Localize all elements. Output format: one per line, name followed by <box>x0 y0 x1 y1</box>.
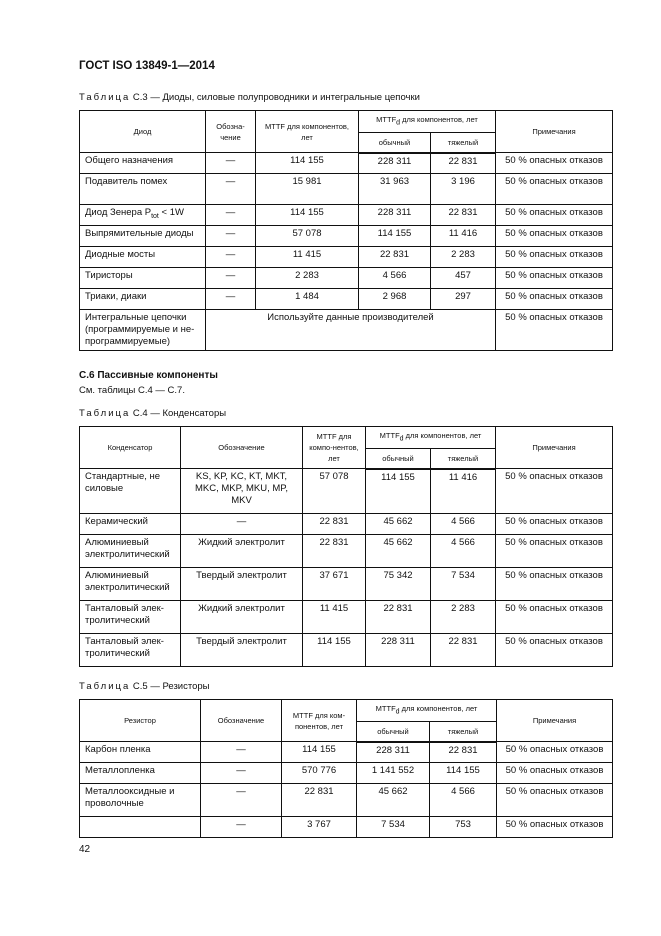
row-note: 50 % опасных отказов <box>496 310 613 351</box>
table-row <box>80 226 613 247</box>
caption-text: С.4 — Конденсаторы <box>132 408 227 419</box>
row-mttf: 2 283 <box>256 268 359 289</box>
row-name: Танталовый элек-тролитический <box>80 601 181 634</box>
header-mttf: MTTF для компонентов, лет <box>256 111 359 153</box>
row-designation: Твердый электролит <box>181 634 303 667</box>
row-designation: — <box>206 247 256 268</box>
row-mttfd-heavy: 11 416 <box>431 226 496 247</box>
row-name <box>80 817 201 838</box>
row-mttf: 1 484 <box>256 289 359 310</box>
table-row <box>80 784 613 817</box>
row-mttfd-heavy: 114 155 <box>430 763 497 784</box>
row-mttfd-heavy: 753 <box>430 817 497 838</box>
row-mttf: 22 831 <box>303 514 366 535</box>
row-mttfd-normal: 2 968 <box>359 289 431 310</box>
row-name: Металлопленка <box>80 763 201 784</box>
row-note: 50 % опасных отказов <box>496 247 613 268</box>
row-mttfd-heavy: 4 566 <box>431 514 496 535</box>
header-heavy: тяжелый <box>430 722 497 742</box>
table-row <box>80 205 613 226</box>
header-mttfd: $MTTF_d$ для компонентов, лет <box>357 700 497 722</box>
row-note: 50 % опасных отказов <box>496 174 613 205</box>
row-designation: Жидкий электролит <box>181 601 303 634</box>
caption-text: С.3 — Диоды, силовые полупроводники и интегральные цепочки <box>132 92 420 103</box>
row-name: Алюминиевый электролитический <box>80 568 181 601</box>
row-mttfd-heavy: 2 283 <box>431 601 496 634</box>
row-note: 50 % опасных отказов <box>496 268 613 289</box>
row-mttf: 22 831 <box>303 535 366 568</box>
table-c3-caption <box>79 92 420 103</box>
header-mttfd: $MTTF_d$ для компонентов, лет <box>359 111 496 133</box>
row-mttf: 37 671 <box>303 568 366 601</box>
row-name: Металлооксидные и проволочные <box>80 784 201 817</box>
row-mttfd-heavy: 3 196 <box>431 174 496 205</box>
row-name: Керамический <box>80 514 181 535</box>
header-name: Диод <box>80 111 206 153</box>
table-row <box>80 535 613 568</box>
row-mttfd-normal: 45 662 <box>357 784 430 817</box>
row-note: 50 % опасных отказов <box>496 535 613 568</box>
header-mttf: MTTF для ком-понентов, лет <box>282 700 357 742</box>
row-mttfd-heavy: 457 <box>431 268 496 289</box>
header-heavy: тяжелый <box>431 133 496 153</box>
row-mttfd-heavy: 7 534 <box>431 568 496 601</box>
row-mttfd-normal: 4 566 <box>359 268 431 289</box>
caption-label: Таблица <box>79 681 131 692</box>
row-mttfd-normal: 114 155 <box>359 226 431 247</box>
row-mttf: 22 831 <box>282 784 357 817</box>
header-mttf: MTTF для компо-нентов, лет <box>303 427 366 469</box>
row-designation: — <box>206 226 256 247</box>
header-designation: Обозна-чение <box>206 111 256 153</box>
row-note: 50 % опасных отказов <box>497 817 613 838</box>
row-mttfd-normal: 22 831 <box>359 247 431 268</box>
row-mttf: 57 078 <box>303 469 366 514</box>
row-designation: — <box>201 763 282 784</box>
row-name: Подавитель помех <box>80 174 206 205</box>
row-designation: — <box>201 817 282 838</box>
row-note: 50 % опасных отказов <box>496 568 613 601</box>
row-name: Общего назначения <box>80 153 206 174</box>
table-row <box>80 469 613 514</box>
row-note: 50 % опасных отказов <box>496 601 613 634</box>
row-name: Карбон пленка <box>80 742 201 763</box>
row-mttf: 114 155 <box>282 742 357 763</box>
row-note: 50 % опасных отказов <box>496 289 613 310</box>
table-row <box>80 268 613 289</box>
row-mttfd-normal: 75 342 <box>366 568 431 601</box>
row-designation: Жидкий электролит <box>181 535 303 568</box>
row-name: Тиристоры <box>80 268 206 289</box>
table-row <box>80 568 613 601</box>
caption-label: Таблица <box>79 92 131 103</box>
table-row <box>80 514 613 535</box>
row-merged-note: Используйте данные производителей <box>206 310 496 351</box>
header-name: Резистор <box>80 700 201 742</box>
row-note: 50 % опасных отказов <box>496 514 613 535</box>
row-mttfd-normal: 22 831 <box>366 601 431 634</box>
row-note: 50 % опасных отказов <box>496 226 613 247</box>
table-row <box>80 174 613 205</box>
row-mttf: 57 078 <box>256 226 359 247</box>
row-note: 50 % опасных отказов <box>497 763 613 784</box>
caption-text: С.5 — Резисторы <box>132 681 210 692</box>
row-name: Диод Зенера $P_{tot} < 1W$ <box>80 205 206 226</box>
row-mttfd-normal: 31 963 <box>359 174 431 205</box>
row-mttf: 570 776 <box>282 763 357 784</box>
table-row <box>80 742 613 763</box>
header-notes: Примечания <box>496 111 613 153</box>
table-row <box>80 153 613 174</box>
row-mttfd-normal: 114 155 <box>366 469 431 514</box>
row-mttfd-heavy: 22 831 <box>431 153 496 174</box>
row-mttf: 114 155 <box>256 205 359 226</box>
caption-label: Таблица <box>79 408 131 419</box>
row-designation: — <box>201 784 282 817</box>
row-mttfd-heavy: 22 831 <box>431 205 496 226</box>
row-note: 50 % опасных отказов <box>496 469 613 514</box>
row-mttfd-heavy: 4 566 <box>430 784 497 817</box>
table-c5-caption <box>79 681 210 692</box>
header-name: Конденсатор <box>80 427 181 469</box>
row-mttfd-heavy: 4 566 <box>431 535 496 568</box>
table-c4-caption <box>79 408 226 419</box>
row-mttfd-normal: 45 662 <box>366 514 431 535</box>
row-mttfd-normal: 7 534 <box>357 817 430 838</box>
row-name: Триаки, диаки <box>80 289 206 310</box>
document-header: ГОСТ ISO 13849-1—2014 <box>79 60 215 72</box>
row-name: Выпрямительные диоды <box>80 226 206 247</box>
section-title: С.6 Пассивные компоненты <box>79 370 218 381</box>
header-notes: Примечания <box>497 700 613 742</box>
table-c3 <box>79 110 613 351</box>
table-row <box>80 763 613 784</box>
row-note: 50 % опасных отказов <box>497 784 613 817</box>
row-mttf: 3 767 <box>282 817 357 838</box>
row-designation: — <box>206 205 256 226</box>
row-designation: — <box>206 289 256 310</box>
row-designation: — <box>206 268 256 289</box>
row-mttfd-heavy: 11 416 <box>431 469 496 514</box>
row-designation: — <box>206 153 256 174</box>
table-row <box>80 247 613 268</box>
row-note: 50 % опасных отказов <box>496 205 613 226</box>
row-designation: — <box>206 174 256 205</box>
row-designation: — <box>201 742 282 763</box>
table-row <box>80 289 613 310</box>
header-normal: обычный <box>359 133 431 153</box>
table-row <box>80 817 613 838</box>
row-mttf: 11 415 <box>256 247 359 268</box>
row-mttf: 114 155 <box>256 153 359 174</box>
section-text: См. таблицы С.4 — С.7. <box>79 385 185 396</box>
row-designation: Твердый электролит <box>181 568 303 601</box>
row-mttfd-heavy: 2 283 <box>431 247 496 268</box>
header-designation: Обозначение <box>201 700 282 742</box>
row-name: Стандартные, не силовые <box>80 469 181 514</box>
table-row <box>80 310 613 351</box>
header-normal: обычный <box>366 449 431 469</box>
header-designation: Обозначение <box>181 427 303 469</box>
table-row <box>80 601 613 634</box>
row-mttfd-heavy: 22 831 <box>431 634 496 667</box>
table-c4 <box>79 426 613 667</box>
row-mttf: 15 981 <box>256 174 359 205</box>
row-mttf: 11 415 <box>303 601 366 634</box>
row-designation: KS, KP, KC, KT, MKT, MKC, MKP, MKU, MP, MKV <box>181 469 303 514</box>
row-note: 50 % опасных отказов <box>496 634 613 667</box>
header-notes: Примечания <box>496 427 613 469</box>
row-designation: — <box>181 514 303 535</box>
row-mttfd-normal: 45 662 <box>366 535 431 568</box>
row-name: Танталовый элек-тролитический <box>80 634 181 667</box>
row-mttfd-normal: 228 311 <box>359 205 431 226</box>
row-note: 50 % опасных отказов <box>497 742 613 763</box>
header-mttfd: $MTTF_d$ для компонентов, лет <box>366 427 496 449</box>
row-mttf: 114 155 <box>303 634 366 667</box>
page-number: 42 <box>79 844 91 855</box>
row-mttfd-heavy: 297 <box>431 289 496 310</box>
header-heavy: тяжелый <box>431 449 496 469</box>
row-mttfd-normal: 228 311 <box>357 742 430 763</box>
row-name: Алюминиевый электролитический <box>80 535 181 568</box>
table-row <box>80 634 613 667</box>
row-mttfd-normal: 1 141 552 <box>357 763 430 784</box>
row-mttfd-normal: 228 311 <box>366 634 431 667</box>
row-mttfd-heavy: 22 831 <box>430 742 497 763</box>
row-name: Диодные мосты <box>80 247 206 268</box>
row-name: Интегральные цепочки (программируемые и не-программируемые) <box>80 310 206 351</box>
row-mttfd-normal: 228 311 <box>359 153 431 174</box>
header-normal: обычный <box>357 722 430 742</box>
row-note: 50 % опасных отказов <box>496 153 613 174</box>
table-c5 <box>79 699 613 838</box>
